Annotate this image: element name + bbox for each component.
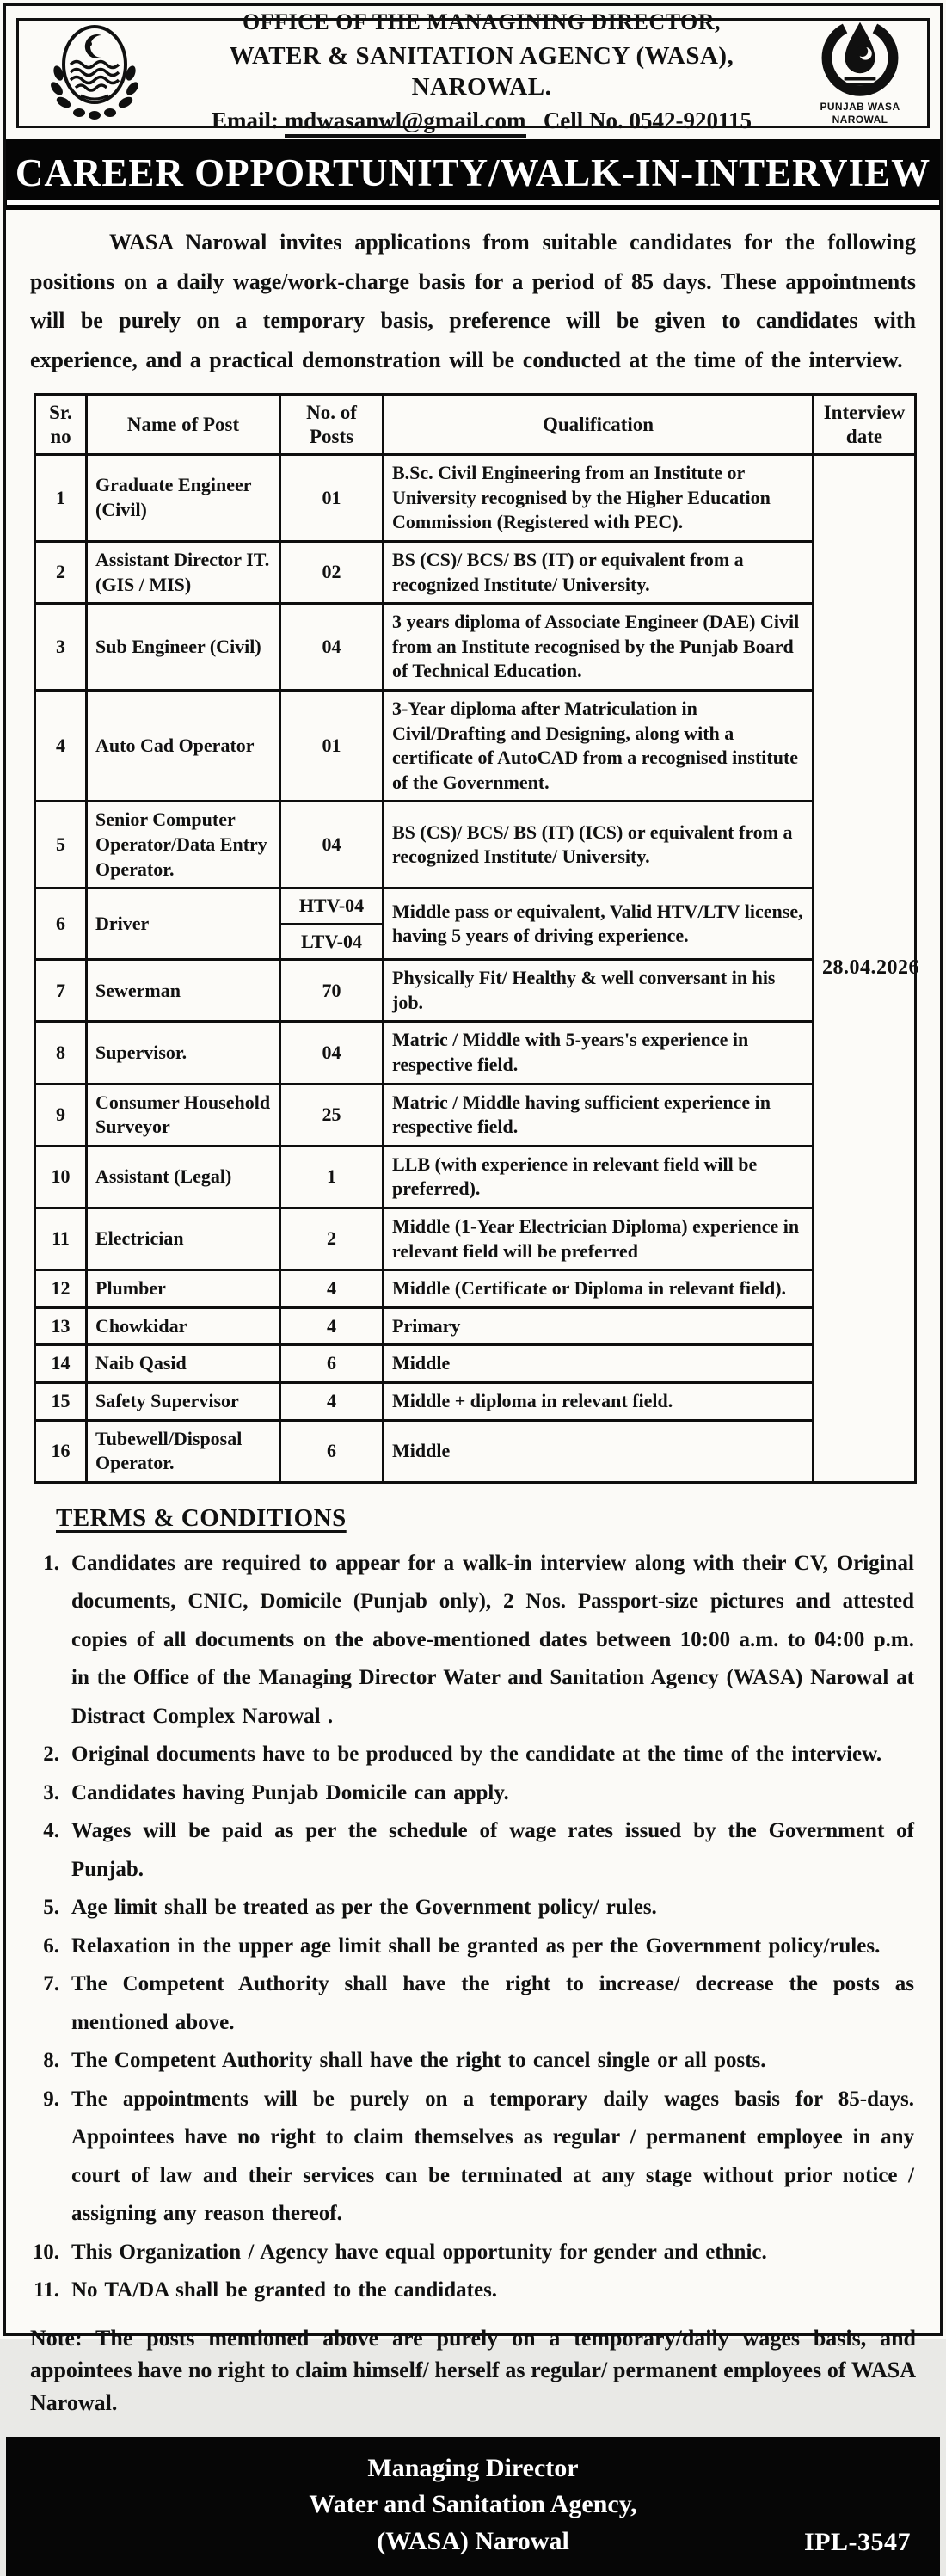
- sr-cell: 3: [35, 604, 87, 691]
- term-number: 3.: [43, 1780, 59, 1804]
- term-item: [32, 1774, 914, 1813]
- note-label: Note:: [30, 2325, 83, 2351]
- posts-table: [34, 393, 917, 1484]
- term-number: 1.: [43, 1551, 59, 1575]
- posts-cell: 04: [280, 1022, 384, 1084]
- note-text: The posts mentioned above are purely on a temporary/daily wages basis, and appointees have no right to claim himself/ herself as regular/ permanent employees of WASA Narowal.: [30, 2325, 917, 2416]
- term-item: [32, 1736, 914, 1774]
- term-text: Original documents have to be produced by the candidate at the time of the interview.: [71, 1743, 882, 1767]
- posts-cell: 1: [280, 1146, 384, 1208]
- wasa-caption-line2: NAROWAL: [832, 113, 888, 126]
- post-cell: Senior Computer Operator/Data Entry Operator.: [87, 802, 280, 888]
- cell-number: 0542-920115: [629, 108, 752, 134]
- term-text: The appointments will be purely on a temporary daily wages basis for 85-days. Appointees have no right to claim themselves as regular / permanent employee in any court of law and their services can be terminated at any stage without prior notice / assigning any reason thereof.: [71, 2087, 914, 2226]
- terms-heading: TERMS & CONDITIONS: [56, 1503, 347, 1532]
- term-item: [32, 1545, 914, 1737]
- term-text: No TA/DA shall be granted to the candidates.: [71, 2278, 498, 2302]
- term-number: 4.: [43, 1819, 59, 1843]
- wasa-logo-block: [805, 19, 915, 126]
- sr-cell: 7: [35, 960, 87, 1022]
- posts-cell: 01: [280, 455, 384, 542]
- table-row: [35, 1022, 916, 1084]
- term-number: 7.: [43, 1972, 59, 1996]
- col-header-qualification: Qualification: [384, 395, 814, 455]
- col-header-name-of-post: Name of Post: [87, 395, 280, 455]
- term-item: [32, 2234, 914, 2272]
- contact-line: [162, 107, 802, 136]
- table-row: [35, 960, 916, 1022]
- term-item: [32, 1889, 914, 1927]
- terms-list: [32, 1545, 914, 2310]
- post-cell: Sewerman: [87, 960, 280, 1022]
- post-cell: Graduate Engineer (Civil): [87, 455, 280, 542]
- wasa-logo-caption: [805, 101, 915, 126]
- term-item: [32, 2081, 914, 2234]
- table-row: [35, 1420, 916, 1482]
- sr-cell: 11: [35, 1208, 87, 1270]
- posts-cell: 6: [280, 1345, 384, 1383]
- col-header-no-of-posts: No. of Posts: [280, 395, 384, 455]
- table-row: [35, 1383, 916, 1421]
- sr-cell: 16: [35, 1420, 87, 1482]
- table-row: [35, 604, 916, 691]
- footer-line-1: Managing Director: [367, 2453, 579, 2482]
- table-header-row: [35, 395, 916, 455]
- qualification-cell: Matric / Middle having sufficient experience in respective field.: [384, 1084, 814, 1146]
- sr-cell: 15: [35, 1383, 87, 1421]
- sr-cell: 5: [35, 802, 87, 888]
- qualification-cell: Middle (Certificate or Diploma in relevant field).: [384, 1270, 814, 1308]
- post-cell: Supervisor.: [87, 1022, 280, 1084]
- term-text: The Competent Authority shall have the right to increase/ decrease the posts as mentioned above.: [71, 1972, 914, 2034]
- table-row: [35, 690, 916, 801]
- posts-cell: 04: [280, 802, 384, 888]
- letterhead-text: [158, 9, 805, 136]
- term-text: Age limit shall be treated as per the Government policy/ rules.: [71, 1896, 657, 1920]
- sr-cell: 14: [35, 1345, 87, 1383]
- intro-paragraph: WASA Narowal invites applications from suitable candidates for the following positions on a daily wage/work-charge basis for a period of 85 days. These appointments will be purely on a temporary basis, preference will be given to candidates with experience, and a practical demonstration will be conducted at the time of the interview.: [30, 230, 916, 372]
- term-text: This Organization / Agency have equal opportunity for gender and ethnic.: [71, 2240, 767, 2264]
- post-cell: Auto Cad Operator: [87, 690, 280, 801]
- sr-cell: 8: [35, 1022, 87, 1084]
- posts-cell: 02: [280, 541, 384, 603]
- term-item: [32, 1927, 914, 1966]
- ipl-reference-number: IPL-3547: [804, 2527, 911, 2556]
- post-cell: Assistant (Legal): [87, 1146, 280, 1208]
- terms-section: [32, 1504, 914, 2310]
- footer-line-3: (WASA) Narowal: [377, 2527, 569, 2556]
- sr-cell: 2: [35, 541, 87, 603]
- term-text: Candidates having Punjab Domicile can apply.: [71, 1780, 509, 1804]
- term-item: [32, 1812, 914, 1889]
- qualification-cell: LLB (with experience in relevant field will be preferred).: [384, 1146, 814, 1208]
- cell-label: Cell No.: [543, 108, 624, 134]
- qualification-cell: 3 years diploma of Associate Engineer (DAE) Civil from an Institute recognised by the Punjab Board of Technical Education.: [384, 604, 814, 691]
- posts-cell: [280, 888, 384, 960]
- letterhead: [16, 9, 930, 134]
- table-row: [35, 1270, 916, 1308]
- table-row: [35, 888, 916, 960]
- interview-date-cell: 28.04.2026: [814, 455, 916, 1483]
- term-number: 8.: [43, 2049, 59, 2073]
- qualification-cell: Middle (1-Year Electrician Diploma) experience in relevant field will be preferred: [384, 1208, 814, 1270]
- term-number: 2.: [43, 1743, 59, 1767]
- post-cell: Safety Supervisor: [87, 1383, 280, 1421]
- table-row: [35, 541, 916, 603]
- career-banner: [6, 139, 940, 210]
- posts-table-body: [35, 455, 919, 1483]
- table-row: [35, 455, 916, 542]
- posts-cell: 01: [280, 690, 384, 801]
- qualification-cell: B.Sc. Civil Engineering from an Institute or University recognised by the Higher Education Commission (Registered with PEC).: [384, 455, 814, 542]
- term-text: Wages will be paid as per the schedule of wage rates issued by the Government of Punjab.: [71, 1819, 914, 1881]
- table-row: [35, 1208, 916, 1270]
- sr-cell: 10: [35, 1146, 87, 1208]
- post-cell: Plumber: [87, 1270, 280, 1308]
- table-row: [35, 1146, 916, 1208]
- post-cell: Naib Qasid: [87, 1345, 280, 1383]
- table-row: [35, 1307, 916, 1345]
- term-number: 10.: [32, 2240, 59, 2264]
- qualification-cell: Middle + diploma in relevant field.: [384, 1383, 814, 1421]
- posts-cell: 04: [280, 604, 384, 691]
- posts-cell: 4: [280, 1270, 384, 1308]
- term-number: 11.: [34, 2278, 59, 2302]
- qualification-cell: BS (CS)/ BCS/ BS (IT) (ICS) or equivalent from a recognized Institute/ University.: [384, 802, 814, 888]
- qualification-cell: Middle: [384, 1345, 814, 1383]
- footer-bar: [6, 2437, 940, 2576]
- sr-cell: 6: [35, 888, 87, 960]
- sr-cell: 4: [35, 690, 87, 801]
- sr-cell: 1: [35, 455, 87, 542]
- office-title-line1: OFFICE OF THE MANAGINING DIRECTOR,: [242, 9, 722, 35]
- office-title-line2: WATER & SANITATION AGENCY (WASA), NAROWAL.: [229, 41, 734, 101]
- wasa-caption-line1: PUNJAB WASA: [820, 100, 900, 113]
- posts-cell: 4: [280, 1383, 384, 1421]
- qualification-cell: 3-Year diploma after Matriculation in Civil/Drafting and Designing, along with a certificate of AutoCAD from a recognised institute of the Government.: [384, 690, 814, 801]
- punjab-government-crest-icon: [31, 20, 158, 125]
- posts-cell: 70: [280, 960, 384, 1022]
- note-paragraph: [30, 2322, 916, 2419]
- footer-line-2: Water and Sanitation Agency,: [309, 2490, 637, 2519]
- qualification-cell: Matric / Middle with 5-years's experience in respective field.: [384, 1022, 814, 1084]
- sr-cell: 13: [35, 1307, 87, 1345]
- table-row: [35, 1084, 916, 1146]
- post-cell: Sub Engineer (Civil): [87, 604, 280, 691]
- post-cell: Chowkidar: [87, 1307, 280, 1345]
- qualification-cell: Middle pass or equivalent, Valid HTV/LTV license, having 5 years of driving experience.: [384, 888, 814, 960]
- post-cell: Electrician: [87, 1208, 280, 1270]
- post-cell: Assistant Director IT.(GIS / MIS): [87, 541, 280, 603]
- posts-sub-cell: LTV-04: [281, 923, 382, 959]
- table-row: [35, 802, 916, 888]
- posts-sub-cell: HTV-04: [298, 895, 365, 917]
- qualification-cell: Physically Fit/ Healthy & well conversant in his job.: [384, 960, 814, 1022]
- term-number: 9.: [43, 2087, 59, 2111]
- term-text: Relaxation in the upper age limit shall be granted as per the Government policy/rules.: [71, 1934, 881, 1958]
- col-header-sr-no: Sr. no: [35, 395, 87, 455]
- term-text: Candidates are required to appear for a walk-in interview along with their CV, Original documents, CNIC, Domicile (Punjab only), 2 Nos. Passport-size pictures and attested copies of all documents on the above-mentioned dates between 10:00 a.m. to 04:00 p.m. in the Office of the Managing Director Water and Sanitation Agency (WASA) Narowal at Distract Complex Narowal .: [71, 1551, 914, 1728]
- posts-cell: 4: [280, 1307, 384, 1345]
- posts-cell: 25: [280, 1084, 384, 1146]
- posts-cell: 6: [280, 1420, 384, 1482]
- term-item: [32, 2042, 914, 2081]
- term-item: [32, 1965, 914, 2042]
- post-cell: Driver: [87, 888, 280, 960]
- sr-cell: 9: [35, 1084, 87, 1146]
- email-label: Email:: [211, 108, 279, 134]
- term-text: The Competent Authority shall have the right to cancel single or all posts.: [71, 2049, 766, 2073]
- sr-cell: 12: [35, 1270, 87, 1308]
- qualification-cell: Primary: [384, 1307, 814, 1345]
- posts-cell: 2: [280, 1208, 384, 1270]
- banner-title: CAREER OPPORTUNITY/WALK-IN-INTERVIEW: [7, 151, 939, 205]
- table-row: [35, 1345, 916, 1383]
- qualification-cell: BS (CS)/ BCS/ BS (IT) or equivalent from a recognized Institute/ University.: [384, 541, 814, 603]
- post-cell: Consumer Household Surveyor: [87, 1084, 280, 1146]
- qualification-cell: Middle: [384, 1420, 814, 1482]
- ad-outer-frame: [3, 3, 943, 2556]
- post-cell: Tubewell/Disposal Operator.: [87, 1420, 280, 1482]
- email-address: mdwasanwl@gmail.com: [285, 108, 526, 138]
- col-header-interview-date: Interview date: [814, 395, 916, 455]
- term-number: 5.: [43, 1896, 59, 1920]
- term-item: [32, 2272, 914, 2310]
- term-number: 6.: [43, 1934, 59, 1958]
- wasa-drop-icon: [820, 19, 900, 95]
